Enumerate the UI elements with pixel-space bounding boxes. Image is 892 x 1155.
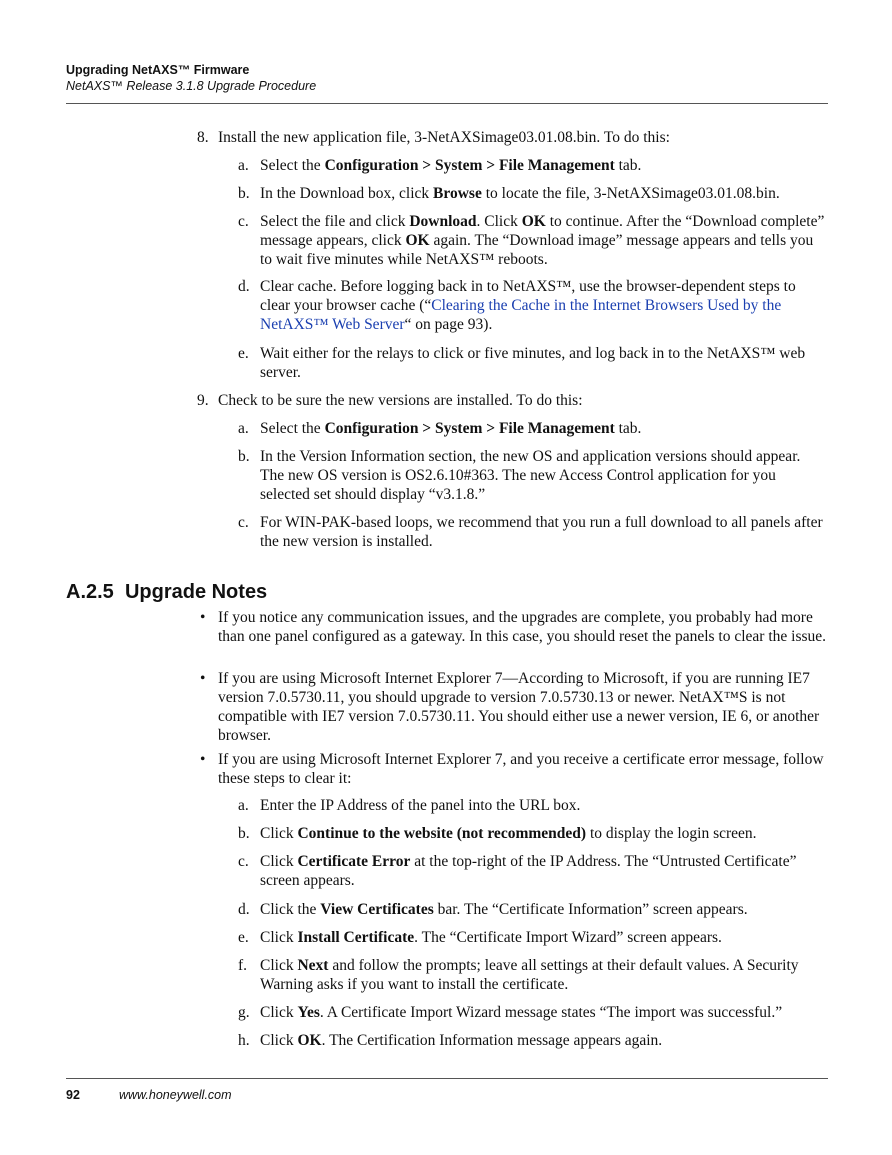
bullet-mark: • xyxy=(200,670,206,687)
bullet-text: If you are using Microsoft Internet Explorer 7, and you receive a certificate error message, follow these steps to clear it: xyxy=(218,751,824,787)
substep-letter: c. xyxy=(238,213,249,230)
substep-letter: a. xyxy=(238,420,249,437)
substep-letter: a. xyxy=(238,797,249,814)
header-rule xyxy=(66,103,828,104)
substep-text: Select the Configuration > System > File Management tab. xyxy=(260,157,642,174)
substep-text: Enter the IP Address of the panel into the URL box. xyxy=(260,797,581,814)
header-subtitle: NetAXS™ Release 3.1.8 Upgrade Procedure xyxy=(66,79,317,93)
step-text: Check to be sure the new versions are installed. To do this: xyxy=(218,392,583,409)
substep-letter: h. xyxy=(238,1032,250,1049)
substep-letter: e. xyxy=(238,929,249,946)
substep-letter: e. xyxy=(238,345,249,362)
page-footer xyxy=(66,1088,232,1102)
substep-text: Click the View Certificates bar. The “Certificate Information” screen appears. xyxy=(260,901,748,918)
footer-url[interactable]: www.honeywell.com xyxy=(119,1088,232,1102)
substep-text: Click Install Certificate. The “Certificate Import Wizard” screen appears. xyxy=(260,929,722,946)
substep-text: Click Next and follow the prompts; leave all settings at their default values. A Security Warning asks if you want to install the certificate. xyxy=(260,957,799,993)
page-number: 92 xyxy=(66,1088,80,1102)
substep-text: Click OK. The Certification Information message appears again. xyxy=(260,1032,663,1049)
section-number: A.2.5 xyxy=(66,581,114,603)
running-header xyxy=(66,62,828,94)
step-number: 8. xyxy=(197,129,209,146)
substep-letter: c. xyxy=(238,853,249,870)
step-text: Install the new application file, 3-NetAXSimage03.01.08.bin. To do this: xyxy=(218,129,670,146)
substep-letter: c. xyxy=(238,514,249,531)
section-title: Upgrade Notes xyxy=(124,581,268,603)
substep-letter: b. xyxy=(238,825,250,842)
substep-letter: b. xyxy=(238,185,250,202)
substep-letter: g. xyxy=(238,1004,250,1021)
bullet-mark: • xyxy=(200,609,206,626)
substep-text: Wait either for the relays to click or five minutes, and log back in to the NetAXS™ web server. xyxy=(260,345,806,381)
substep-letter: d. xyxy=(238,278,250,295)
footer-rule xyxy=(66,1078,828,1079)
substep-letter: d. xyxy=(238,901,250,918)
bullet-text: If you are using Microsoft Internet Explorer 7—According to Microsoft, if you are running IE7 version 7.0.5730.11, you should upgrade to version 7.0.5730.13 or newer. NetAX™S is not compatible with IE7 version 7.0.5730.11. You should either use a newer version, IE 6, or another browser. xyxy=(218,670,820,744)
bullet-text: If you notice any communication issues, and the upgrades are complete, you probably had more than one panel configured as a gateway. In this case, you should reset the panels to clear the issue. xyxy=(218,609,827,645)
section-heading xyxy=(66,580,267,604)
substep-text: Select the Configuration > System > File Management tab. xyxy=(260,420,642,437)
substep-text: Select the file and click Download. Click OK to continue. After the “Download complete” message appears, click OK again. The “Download image” message appears and tells you to wait five minutes while NetAXS™ reboots. xyxy=(260,213,825,268)
header-title: Upgrading NetAXS™ Firmware xyxy=(66,63,250,77)
substep-text: Click Certificate Error at the top-right of the IP Address. The “Untrusted Certificate” screen appears. xyxy=(260,853,797,889)
bullet-mark: • xyxy=(200,751,206,768)
substep-text: In the Download box, click Browse to locate the file, 3-NetAXSimage03.01.08.bin. xyxy=(260,185,780,202)
substep-text: Click Continue to the website (not recommended) to display the login screen. xyxy=(260,825,757,842)
substep-letter: a. xyxy=(238,157,249,174)
cross-reference-link[interactable]: Clearing the Cache in the Internet Browsers Used by the NetAXS™ Web Server xyxy=(260,297,782,333)
substep-letter: f. xyxy=(238,957,248,974)
substep-text: Clear cache. Before logging back in to NetAXS™, use the browser-dependent steps to clear your browser cache (“Clearing the Cache in the Internet Browsers Used by the NetAXS™ Web Server“ on page 93). xyxy=(260,278,796,333)
substep-letter: b. xyxy=(238,448,250,465)
step-number: 9. xyxy=(197,392,209,409)
substep-text: Click Yes. A Certificate Import Wizard message states “The import was successful.” xyxy=(260,1004,783,1021)
substep-text: For WIN-PAK-based loops, we recommend that you run a full download to all panels after the new version is installed. xyxy=(260,514,823,550)
substep-text: In the Version Information section, the new OS and application versions should appear. The new OS version is OS2.6.10#363. The new Access Control application for you selected set should display “v3.1.8.” xyxy=(260,448,801,503)
